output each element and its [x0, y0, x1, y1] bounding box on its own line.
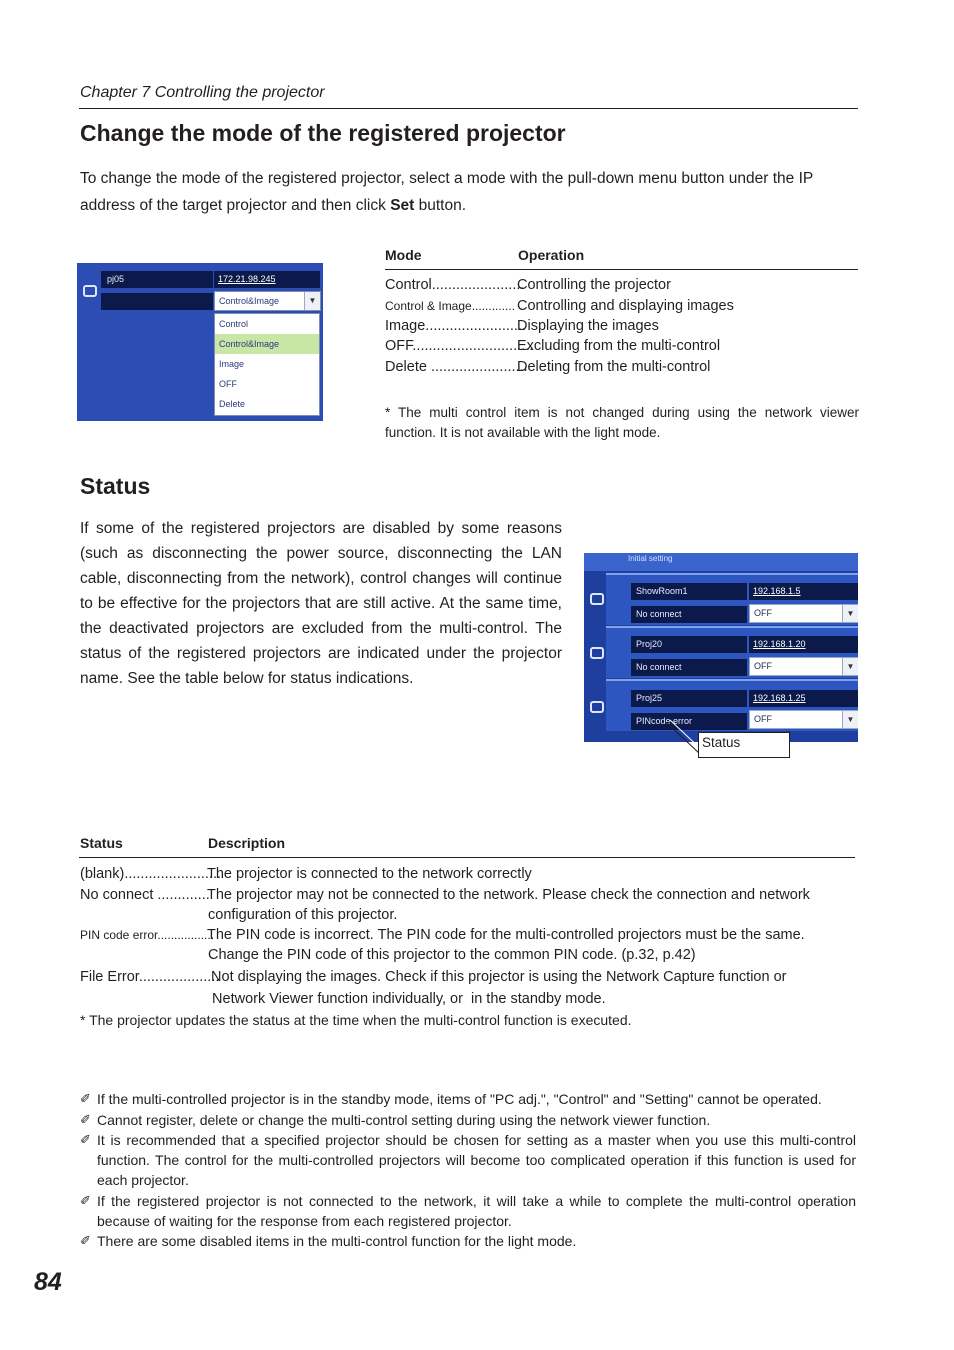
mode-dropdown-list: [214, 313, 320, 416]
status-row: File Error.................... Not displaying the images. Check if this projector is using the Network Capture function or Network Viewer function individually, or in the standby mode.: [80, 969, 787, 1007]
screenshot-header: Initial setting: [584, 553, 858, 571]
mode-option[interactable]: OFF: [219, 379, 237, 389]
mode-option[interactable]: Delete: [219, 399, 246, 409]
mode-row: OFF..............................Excluding from the multi-control: [385, 338, 721, 354]
status-row: No connect .............The projector may not be connected to the network. Please check the connection and network configuration of this projector.: [80, 887, 810, 923]
mode-table-rule: [385, 269, 858, 270]
mode-screenshot: [77, 263, 323, 421]
section-title-mode: Change the mode of the registered projector: [80, 120, 566, 146]
projector-ip-link[interactable]: 192.168.1.5: [749, 583, 858, 600]
status-callout: Status: [698, 732, 790, 758]
pencil-icon: ✐: [80, 1193, 91, 1208]
mode-row: Image.........................Displaying the images: [385, 318, 659, 334]
mode-select-value: Control&Image: [219, 296, 280, 306]
projector-name-field: pj05: [101, 271, 213, 288]
note-item: ✐ If the multi-controlled projector is in the standby mode, items of "PC adj.", "Control" and "Setting" cannot be operated.: [80, 1091, 822, 1107]
chevron-down-icon[interactable]: ▼: [304, 292, 320, 310]
pencil-icon: ✐: [80, 1091, 91, 1106]
projector-name-field: Proj20: [631, 636, 747, 653]
status-row: (blank)........................The projector is connected to the network correctly: [80, 866, 532, 882]
chapter-heading: Chapter 7 Controlling the projector: [80, 84, 325, 101]
operation-header: Operation: [518, 247, 585, 263]
projector-status-field: No connect: [631, 659, 747, 676]
mode-select[interactable]: OFF: [749, 604, 858, 623]
chevron-down-icon[interactable]: ▼: [842, 658, 858, 675]
status-header: Status: [80, 835, 123, 851]
mode-note: * The multi control item is not changed during using the network viewer function. It is not available with the light mode.: [385, 405, 859, 440]
description-header: Description: [208, 835, 286, 851]
projector-ip-link[interactable]: 172.21.98.245: [214, 271, 320, 288]
intro-paragraph: To change the mode of the registered projector, select a mode with the pull-down menu button under the IP address of the target projector and then click Set button.: [80, 170, 813, 214]
note-item: ✐ If the registered projector is not connected to the network, it will take a while to complete the multi-control operation because of waiting for the response from each registered projector.: [80, 1193, 856, 1229]
mode-row: Control.......................Controlling the projector: [385, 277, 671, 293]
status-screenshot: [584, 553, 858, 742]
projector-ip-link[interactable]: 192.168.1.20: [749, 636, 858, 653]
status-row: PIN code error.................The PIN code is incorrect. The PIN code for the multi-controlled projectors must be the same. Change the PIN code of this projector to the common PIN code. (p.32, p.42): [80, 927, 805, 963]
notes-list: [80, 1089, 856, 1251]
section-title-status: Status: [80, 473, 151, 499]
lock-icon: [590, 647, 604, 659]
status-paragraph: If some of the registered projectors are disabled by some reasons (such as disconnecting the power source, disconnecting the LAN cable, disconnecting from the network), control changes will continue to be effective for the projectors that are still active. At the same time, the deactivated projectors are excluded from the multi-control. The status of the registered projectors are indicated under the projector name. See the table below for status indications.: [80, 520, 562, 687]
lock-icon: [83, 285, 97, 297]
mode-select[interactable]: OFF: [749, 657, 858, 676]
lock-icon: [590, 593, 604, 605]
note-item: ✐ Cannot register, delete or change the multi-control setting during using the network viewer function.: [80, 1112, 711, 1128]
projector-ip-link[interactable]: 192.168.1.25: [749, 690, 858, 707]
projector-status-field: [101, 293, 213, 310]
projector-status-field: No connect: [631, 606, 747, 623]
page-number: 84: [34, 1268, 62, 1296]
chevron-down-icon[interactable]: ▼: [842, 711, 858, 728]
set-keyword: Set: [390, 197, 415, 214]
pencil-icon: ✐: [80, 1112, 91, 1127]
mode-option[interactable]: Image: [219, 359, 245, 369]
mode-option[interactable]: Control&Image: [215, 334, 319, 354]
lock-icon: [590, 701, 604, 713]
projector-name-field: Proj25: [631, 690, 747, 707]
mode-row: Control & Image............. Controlling and displaying images: [385, 298, 734, 314]
mode-select[interactable]: OFF: [749, 710, 858, 729]
status-table-rule: [79, 857, 855, 858]
mode-header: Mode: [385, 247, 422, 263]
projector-name-field: ShowRoom1: [631, 583, 747, 600]
pencil-icon: ✐: [80, 1132, 91, 1147]
mode-option[interactable]: Control: [219, 319, 249, 329]
header-rule: [79, 108, 858, 109]
pencil-icon: ✐: [80, 1233, 91, 1248]
note-item: ✐ There are some disabled items in the multi-control function for the light mode.: [80, 1233, 577, 1249]
note-item: ✐ It is recommended that a specified projector should be chosen for setting as a master when you use this multi-control function. The control for the multi-controlled projectors will become too complicated operation if this function is used for each projector.: [80, 1132, 856, 1188]
mode-select[interactable]: [214, 291, 321, 311]
mode-row: Delete ........................Deleting from the multi-control: [385, 359, 711, 375]
projector-status-field: PINcode error: [631, 713, 747, 730]
status-footnote: * The projector updates the status at the time when the multi-control function is executed.: [80, 1012, 632, 1028]
chevron-down-icon[interactable]: ▼: [842, 605, 858, 622]
